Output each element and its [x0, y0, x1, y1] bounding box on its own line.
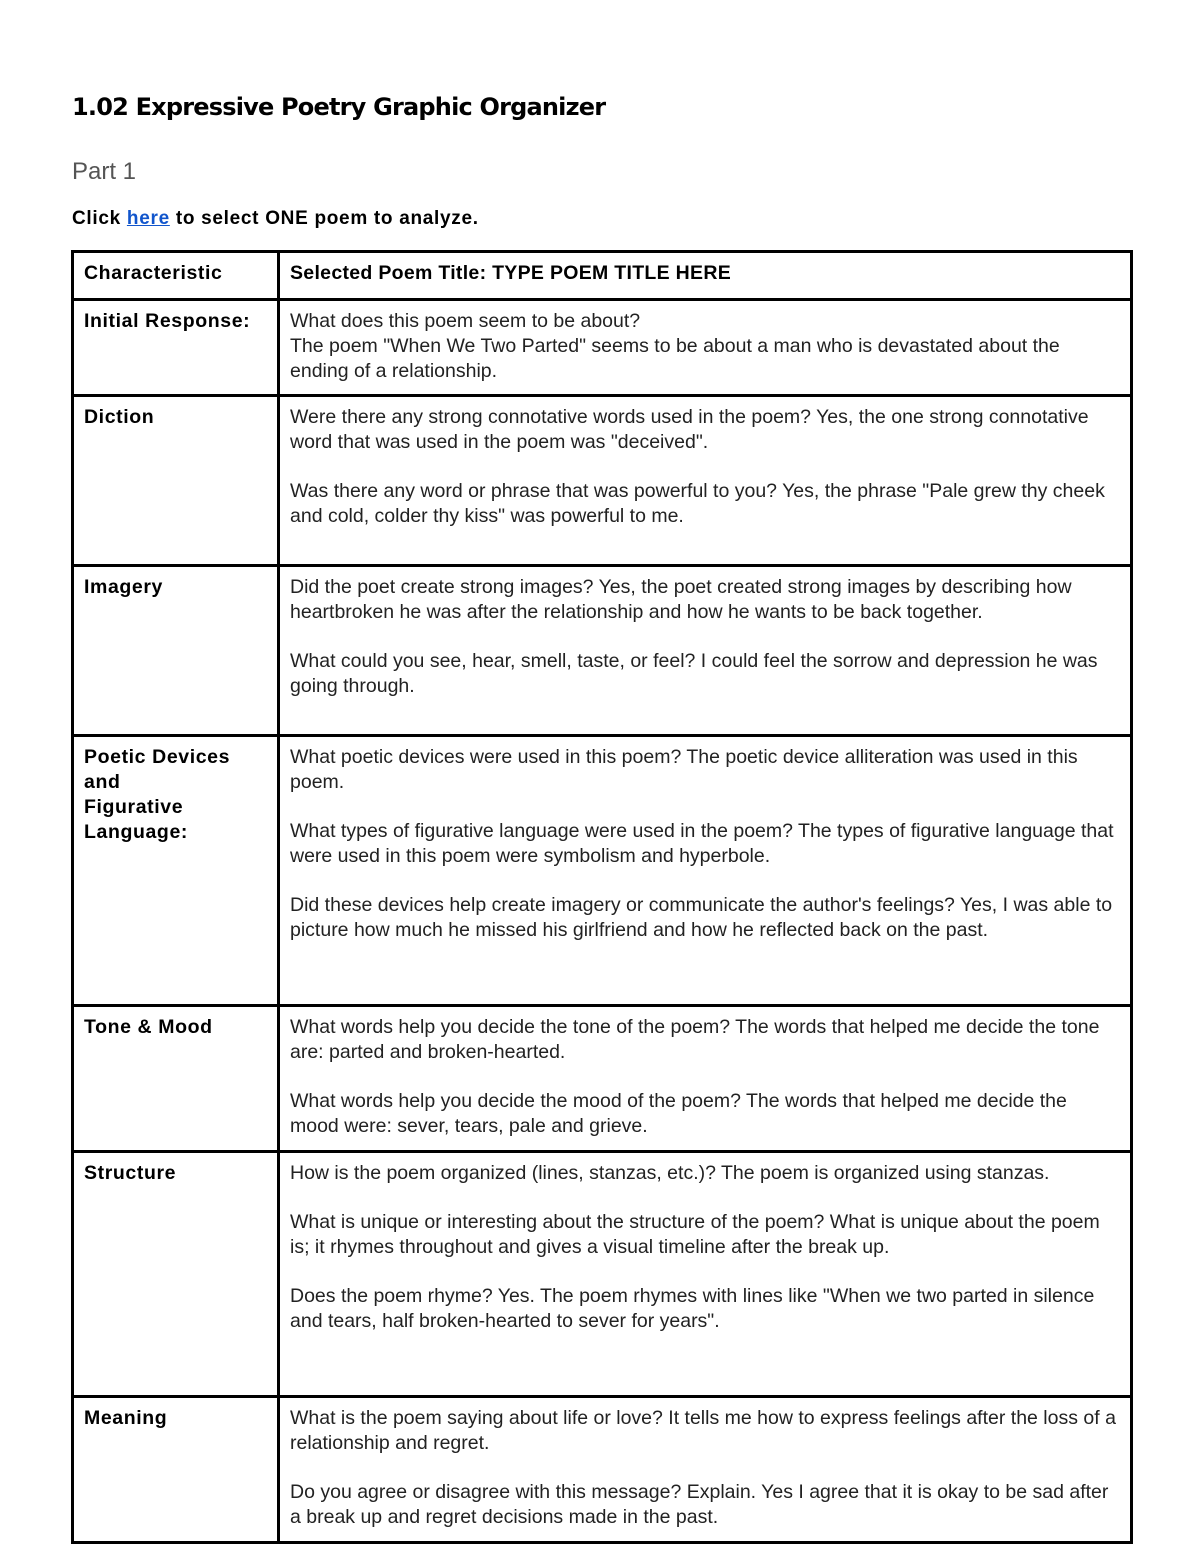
instruction-suffix: to select ONE poem to analyze. [175, 208, 479, 229]
row-label-structure: Structure [73, 1152, 279, 1397]
answer-paragraph: Did these devices help create imagery or communicate the author's feelings? Yes, I was able to picture how much he missed his girlfriend and how he reflected back on the past. [290, 894, 1113, 941]
header-row [73, 252, 1132, 300]
table-row [73, 300, 1132, 396]
table-row [73, 1397, 1132, 1543]
answer-paragraph: What poetic devices were used in this poem? The poetic device alliteration was used in this poem. [290, 746, 1078, 793]
row-answer-imagery[interactable] [279, 566, 1132, 736]
label-line: Language: [84, 821, 188, 843]
instruction-prefix: Click [72, 208, 121, 229]
row-answer-meaning[interactable] [279, 1397, 1132, 1543]
table-row [73, 736, 1132, 1006]
row-label-tone-mood: Tone & Mood [73, 1006, 279, 1152]
row-answer-poetic-devices[interactable] [279, 736, 1132, 1006]
table-row [73, 1006, 1132, 1152]
answer-paragraph: What is the poem saying about life or love? It tells me how to express feelings after the loss of a relationship and regret. [290, 1407, 1116, 1454]
answer-paragraph: What types of figurative language were used in the poem? The types of figurative language that were used in this poem were symbolism and hyperbole. [290, 820, 1114, 867]
row-label-diction: Diction [73, 396, 279, 566]
answer-line: The poem "When We Two Parted" seems to be about a man who is devastated about the ending of a relationship. [290, 335, 1060, 382]
answer-paragraph: Do you agree or disagree with this message? Explain. Yes I agree that it is okay to be sad after a break up and regret decisions made in the past. [290, 1481, 1109, 1528]
row-label-meaning: Meaning [73, 1397, 279, 1543]
answer-paragraph: What could you see, hear, smell, taste, or feel? I could feel the sorrow and depression he was going through. [290, 650, 1098, 697]
row-answer-initial-response[interactable] [279, 300, 1132, 396]
answer-paragraph: What words help you decide the mood of the poem? The words that helped me decide the mood were: sever, tears, pale and grieve. [290, 1090, 1067, 1137]
answer-paragraph: How is the poem organized (lines, stanzas, etc.)? The poem is organized using stanzas. [290, 1162, 1050, 1184]
row-answer-diction[interactable] [279, 396, 1132, 566]
poem-selection-link[interactable]: here [126, 208, 170, 229]
table-row [73, 1152, 1132, 1397]
answer-paragraph: Was there any word or phrase that was powerful to you? Yes, the phrase "Pale grew thy cheek and cold, colder thy kiss" was powerful to me. [290, 480, 1105, 527]
table-row [73, 396, 1132, 566]
label-line: Figurative [84, 796, 184, 818]
header-poem-title[interactable]: Selected Poem Title: TYPE POEM TITLE HERE [279, 252, 1132, 300]
answer-paragraph: Were there any strong connotative words used in the poem? Yes, the one strong connotative word that was used in the poem was "deceived". [290, 406, 1089, 453]
table-row [73, 566, 1132, 736]
header-characteristic: Characteristic [73, 252, 279, 300]
answer-paragraph: What words help you decide the tone of the poem? The words that helped me decide the tone are: parted and broken-hearted. [290, 1016, 1100, 1063]
answer-paragraph: What is unique or interesting about the structure of the poem? What is unique about the poem is; it rhymes throughout and gives a visual timeline after the break up. [290, 1211, 1100, 1258]
row-label-poetic-devices [73, 736, 279, 1006]
answer-paragraph: Did the poet create strong images? Yes, the poet created strong images by describing how heartbroken he was after the relationship and how he wants to be back together. [290, 576, 1072, 623]
page-title: 1.02 Expressive Poetry Graphic Organizer [72, 93, 606, 121]
graphic-organizer-table [71, 250, 1133, 1544]
part-heading: Part 1 [72, 158, 137, 185]
row-label-imagery: Imagery [73, 566, 279, 736]
label-line: and [84, 771, 121, 793]
instruction-text [72, 206, 479, 232]
row-label-initial-response: Initial Response: [73, 300, 279, 396]
answer-paragraph: Does the poem rhyme? Yes. The poem rhymes with lines like "When we two parted in silence and tears, half broken-hearted to sever for years". [290, 1285, 1095, 1332]
answer-line: What does this poem seem to be about? [290, 310, 641, 332]
row-answer-tone-mood[interactable] [279, 1006, 1132, 1152]
label-line: Poetic Devices [84, 746, 231, 768]
row-answer-structure[interactable] [279, 1152, 1132, 1397]
